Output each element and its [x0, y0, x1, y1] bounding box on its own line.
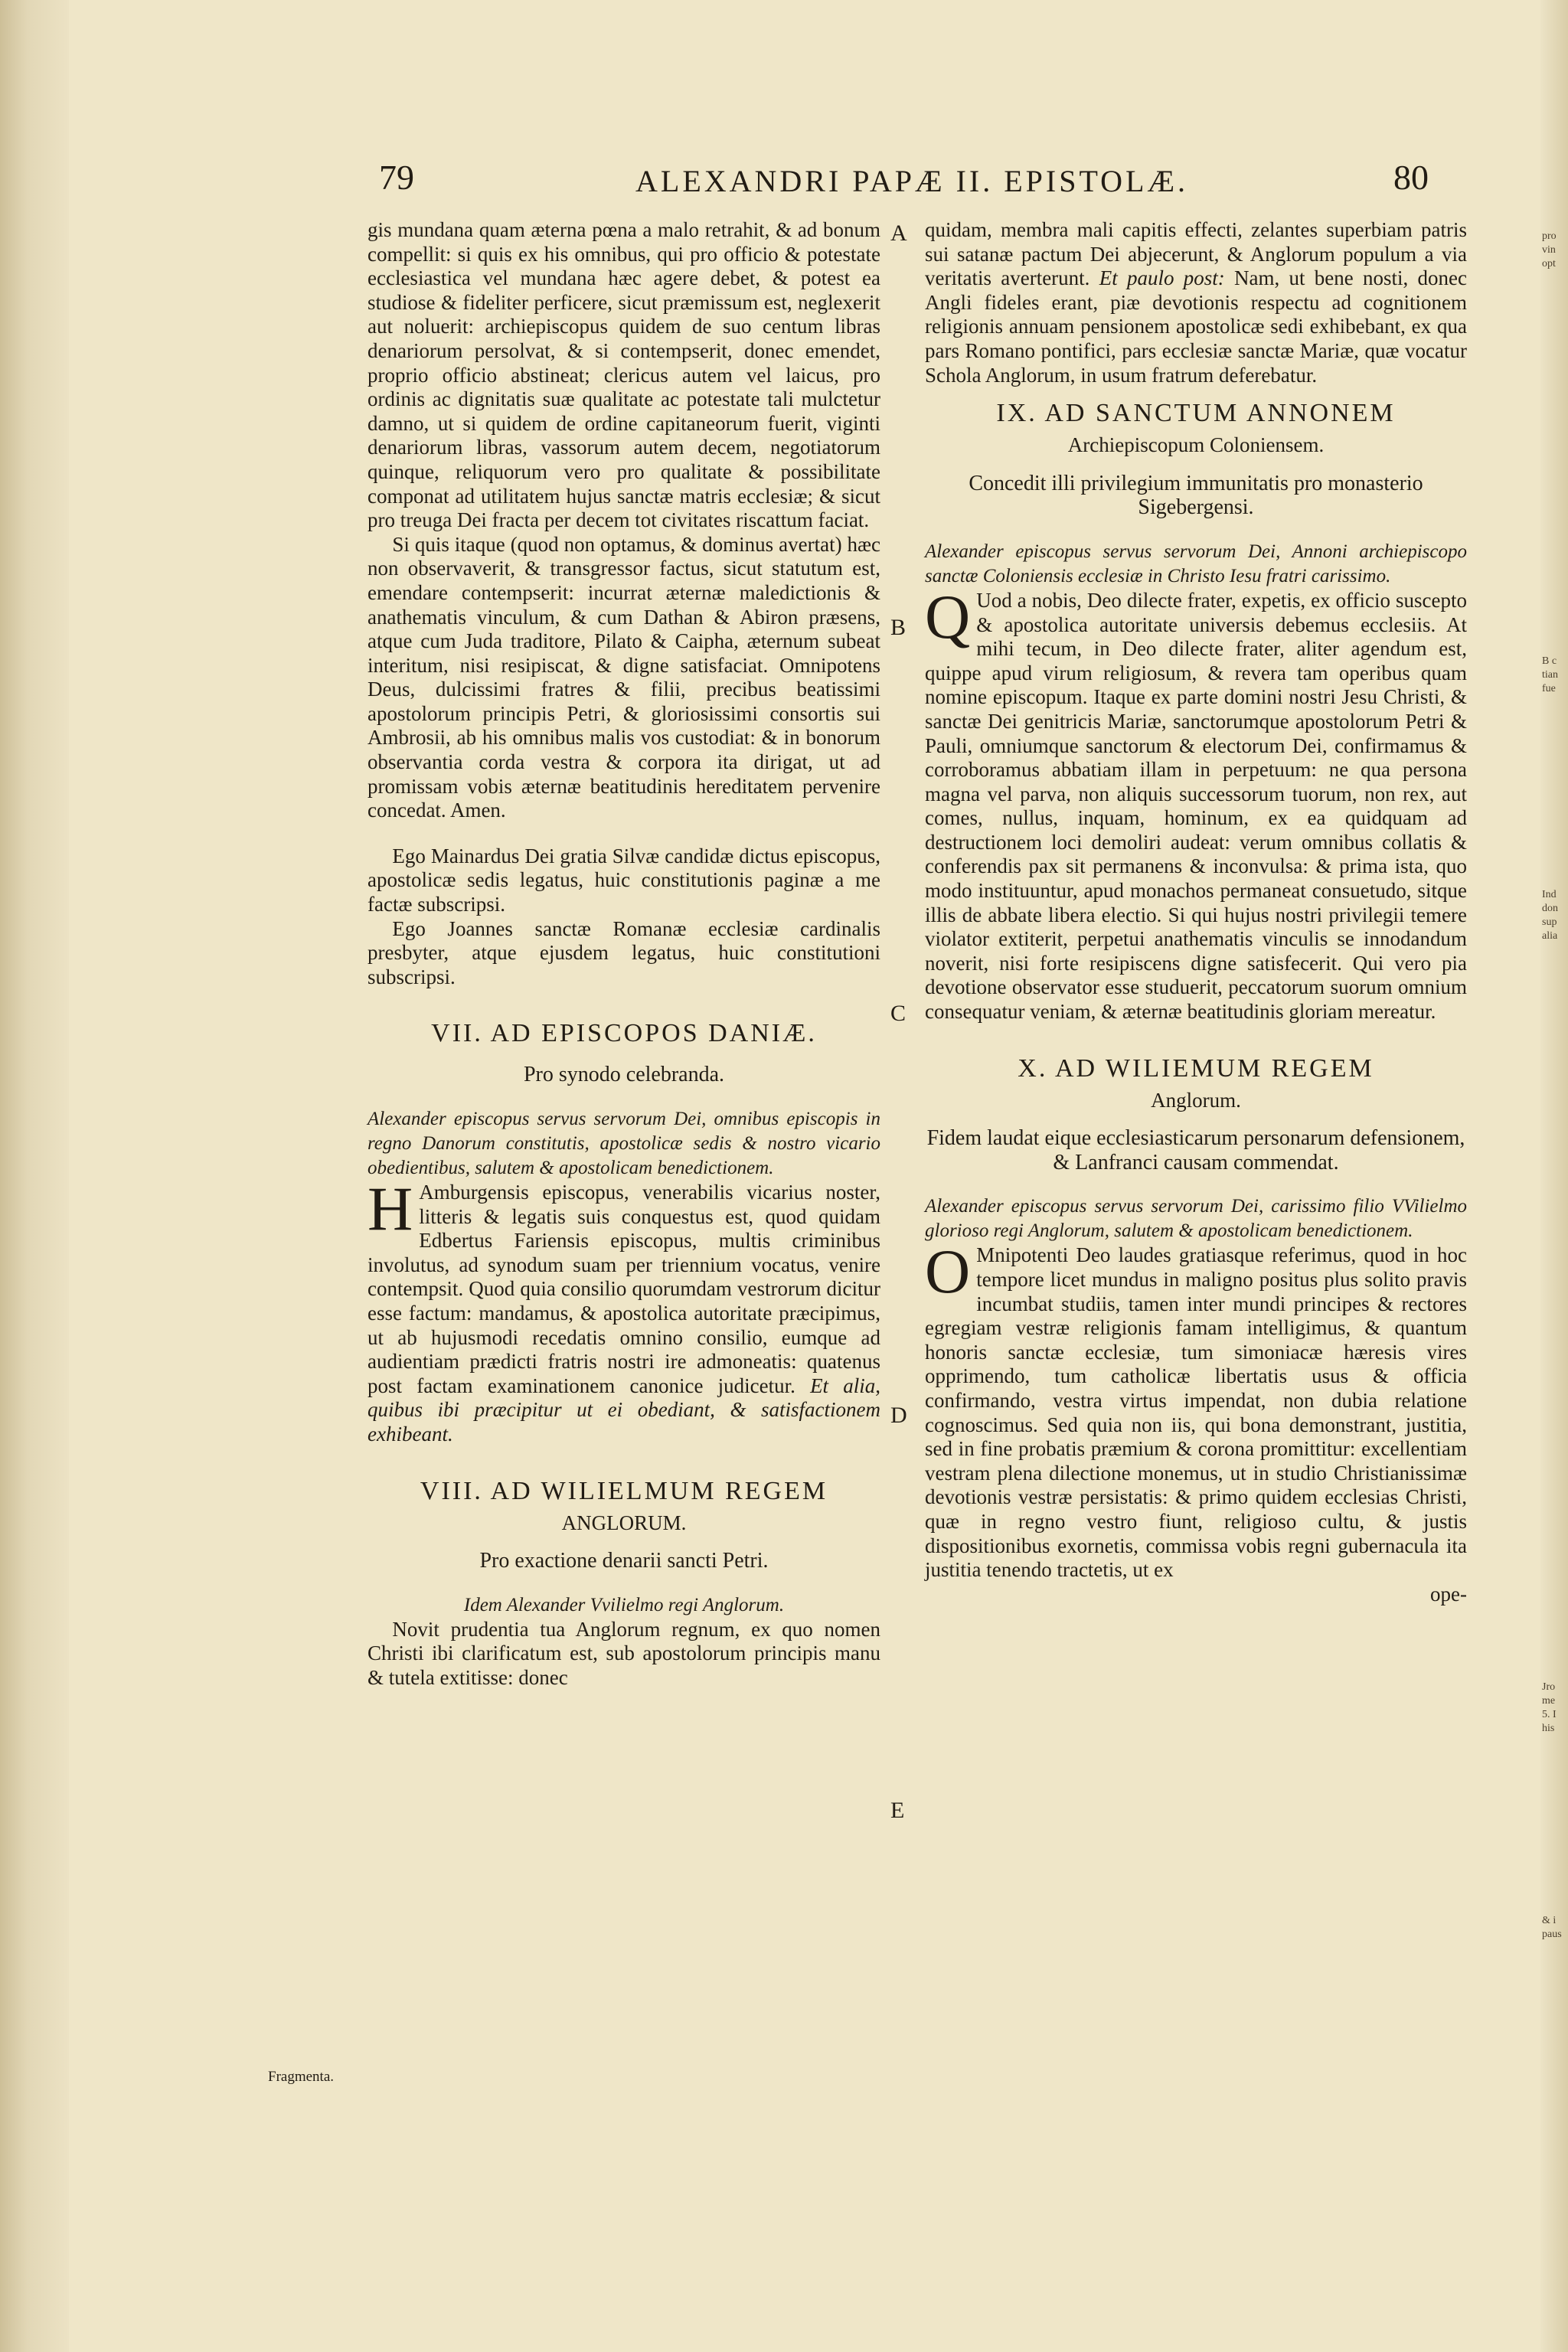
- section-heading: VII. AD EPISCOPOS DANIÆ.: [431, 1019, 817, 1048]
- letter-body: H Amburgensis episcopus, venerabilis vicarius noster, litteris & legatis suis conquestus est, quod quidam Edbertus Fariensis episcopus, multis criminibus involutus, ad synodum suam per triennium vocatus, venire contempsit. Quod quia consilio quorumdam vestrorum dicitur esse factum: mandamus, & apostolica autoritate præcipimus, ut ab hujusmodi recedatis omnino consilio, eumque ad audientiam prædicti fratris nostri ire admoneatis: quatenus post factam examinationem canonice judicetur. Et alia, quibus ibi præcipitur ut ei obediant, & satisfactionem exhibeant.: [368, 1174, 881, 1446]
- drop-cap: O: [925, 1236, 971, 1307]
- bleed-fragment: pro vin opt: [1542, 230, 1557, 270]
- running-header: [368, 157, 1516, 211]
- section-argument: Pro exactione denarii sancti Petri.: [479, 1549, 769, 1573]
- margin-letter-d: D: [890, 1403, 907, 1428]
- paragraph: gis mundana quam æterna pœna a malo retrahit, & ad bonum compellit: si quis ex his omnibus, qui pro officio & potestate ecclesiastica vel mundana hæc agere debet, & potest ea studiose & fideliter perficere, sicut præmissum est, neglexerit aut noluerit: archiepiscopus quidem de suo centum libras denariorum persolvat, & si contempserit, donec emendet, proprio officio abstineat; clericus autem vel laicus, pro ordinis ac dignitatis suæ qualitate ac potestate tali mulctetur damno, ut si quidem de ordine capitaneorum fuerit, viginti denariorum libras, vassorum autem decem, negotiatorum quinque, reliquorum vero pro qualitate & possibilitate componat ad utilitatem hujus sanctæ matris ecclesiæ; & sicut pro treuga Dei fracta per decem tot civitates riscattum faciat.: [368, 218, 880, 532]
- section-subheading: Archiepiscopum Coloniensem.: [1067, 433, 1325, 457]
- letter-body: Q Uod a nobis, Deo dilecte frater, expetis, ex officio suscepto & apostolica autoritate universis debemus ecclesiis. At mihi tecum, in Deo dilecte frater, aliter agendum est, quippe apud virum religiosum, & revera tam operibus quam nomine episcopum. Itaque ex parte domini nostri Jesu Christi, & sanctæ Dei genitricis Mariæ, sanctorumque apostolorum Petri & Pauli, omniumque sanctorum & electorum Dei, confirmamus & corroboramus abbatiam illam in perpetuum: ne qua persona magna vel parva, non aliquis successorum tuorum, non rex, aut comes, nullus, inquam, hominum, ex ea quidquam ad destructionem loci demoliri audeat: verum omnibus collatis & conferendis pax sit permanens & inconvulsa: & prima ista, quo modo instituuntur, apud monachos permaneat consuetudo, sitque illis de abbate libera electio. Si qui hujus nostri privilegii temere violator extiterit, perpetui anathematis vinculis se innodandum noverit, nisi forte resipiscens digne satisfecerit. Qui vero pia devotione observator esse studuerit, peccatorum suorum omnium consequatur veniam, & æternæ beatitudinis gloriam mereatur.: [925, 581, 1467, 1024]
- margin-letter-b: B: [890, 615, 906, 640]
- section-argument: Fidem laudat eique ecclesiasticarum personarum defensionem, & Lanfranci causam commendat.: [926, 1126, 1465, 1174]
- bleed-fragment: Jro me 5. I his: [1542, 1681, 1557, 1734]
- italic-note: Et alia, quibus ibi præcipitur ut ei obediant, & satisfactionem exhibeant.: [368, 1374, 881, 1446]
- paragraph: quidam, membra mali capitis effecti, zelantes superbiam patris sui satanæ pactum Dei abjecerunt, & Anglorum populum a via veritatis averterunt. Et paulo post: Nam, ut bene nosti, donec Angli fideles erant, piæ devotionis respectu ad cognitionem religionis annuam pensionem apostolicæ sedi exhibebant, ex qua pars Romano pontifici, pars ecclesiæ sanctæ Mariæ, quæ vocatur Schola Anglorum, in usum fratrum deferebatur.: [925, 218, 1467, 387]
- section-heading: VIII. AD WILIELMUM REGEM: [420, 1476, 828, 1505]
- margin-letter-e: E: [890, 1798, 905, 1823]
- salutation: Alexander episcopus servus servorum Dei, omnibus episcopis in regno Danorum constitutis, apostolicæ sedis & nostro vicario obedientibus, salutem & apostolicam benedictionem.: [368, 1109, 880, 1178]
- right-column: [925, 218, 1467, 1606]
- section-argument: Concedit illi privilegium immunitatis pro monasterio Sigebergensi.: [969, 471, 1423, 520]
- drop-cap: Q: [925, 581, 971, 652]
- bleed-fragment: B c tian fue: [1542, 655, 1558, 694]
- letter-body: Novit prudentia tua Anglorum regnum, ex quo nomen Christi ibi clarificatum est, sub apostolorum principis manu & tutela extitisse: donec: [368, 1617, 880, 1689]
- section-heading: IX. AD SANCTUM ANNONEM: [996, 399, 1396, 428]
- signature-line: Ego Joannes sanctæ Romanæ ecclesiæ cardinalis presbyter, atque ejusdem legatus, huic constitutioni subscripsi.: [368, 916, 880, 988]
- italic-note: Et paulo post:: [1099, 266, 1225, 290]
- section-subheading: Anglorum.: [1151, 1088, 1241, 1112]
- letter-body: O Mnipotenti Deo laudes gratiasque referimus, quod in hoc tempore licet mundus in maligno positus plus solito pravis incumbat studiis, tamen inter mundi principes & rectores egregiam vestræ religionis famam intelligimus, & quantum honoris sanctæ ecclesiæ, tum simoniacæ hæresis vires opprimendo, tum catholicæ libertatis usus & officia confirmando, vestra virtus impendat, non dubia relatione cognoscimus. Sed quia non iis, qui bona demonstrant, justitia, sed in fine probatis præmium & corona promittitur: excellentiam vestram plena dilectione monemus, ut in studio Christianissimæ devotionis vestræ persistatis: & primo quidem ecclesias Christi, quæ in regno vestro fiunt, religioso cultu, & justis dispositionibus exornetis, commissa vobis regni gubernacula ita justitia tenendo tractetis, ut ex: [925, 1236, 1467, 1582]
- salutation: Idem Alexander Vvilielmo regi Anglorum.: [463, 1594, 785, 1615]
- drop-cap: H: [368, 1174, 413, 1243]
- paragraph: Si quis itaque (quod non optamus, & dominus avertat) hæc non observaverit, & transgressor factus, sicut statutum est, emendare contempserit: incurrat æternæ maledictionis & anathematis vinculum, & cum Dathan & Abiron præsens, atque cum Juda traditore, Pilato & Caipha, æternum subeat interitum, nisi resipiscat, & digne satisfaciat. Omnipotens Deus, dulcissimi fratres & filii, precibus beatissimi apostolorum principis Petri, & gloriosissimi consortis sui Ambrosii, ab his omnibus malis vos custodiat: & in bonorum observantia corda vestra & corpora ita dirigat, ut ad promissam vobis æternæ beatitudinis hereditatem pervenire concedat. Amen.: [368, 532, 880, 822]
- margin-letter-c: C: [890, 1001, 906, 1026]
- facing-page-edge: [1540, 0, 1568, 2352]
- page-number-left: 79: [379, 158, 414, 197]
- catchword: ope-: [1430, 1582, 1467, 1606]
- section-heading: X. AD WILIEMUM REGEM: [1018, 1054, 1374, 1083]
- marginal-note: Fragmenta.: [268, 2069, 335, 2085]
- section-argument: Pro synodo celebranda.: [523, 1063, 725, 1087]
- signature-line: Ego Mainardus Dei gratia Silvæ candidæ dictus episcopus, apostolicæ sedis legatus, huic constitutionis paginæ a me factæ subscripsi.: [368, 844, 880, 916]
- page-number-right: 80: [1393, 158, 1429, 197]
- salutation: Alexander episcopus servus servorum Dei, Annoni archiepiscopo sanctæ Coloniensis ecclesiæ in Christo Iesu fratri carissimo.: [925, 541, 1467, 586]
- section-subheading: ANGLORUM.: [561, 1511, 687, 1534]
- book-gutter-edge: [0, 0, 69, 2352]
- margin-letter-a: A: [890, 220, 907, 246]
- left-column: [368, 218, 880, 1690]
- bleed-fragment: Ind don sup alia: [1542, 889, 1558, 942]
- salutation: Alexander episcopus servus servorum Dei, carissimo filio VVilielmo glorioso regi Anglorum, salutem & apostolicam benedictionem.: [925, 1196, 1467, 1242]
- bleed-fragment: & i paus: [1542, 1915, 1562, 1940]
- running-title: ALEXANDRI PAPÆ II. EPISTOLÆ.: [635, 164, 1189, 198]
